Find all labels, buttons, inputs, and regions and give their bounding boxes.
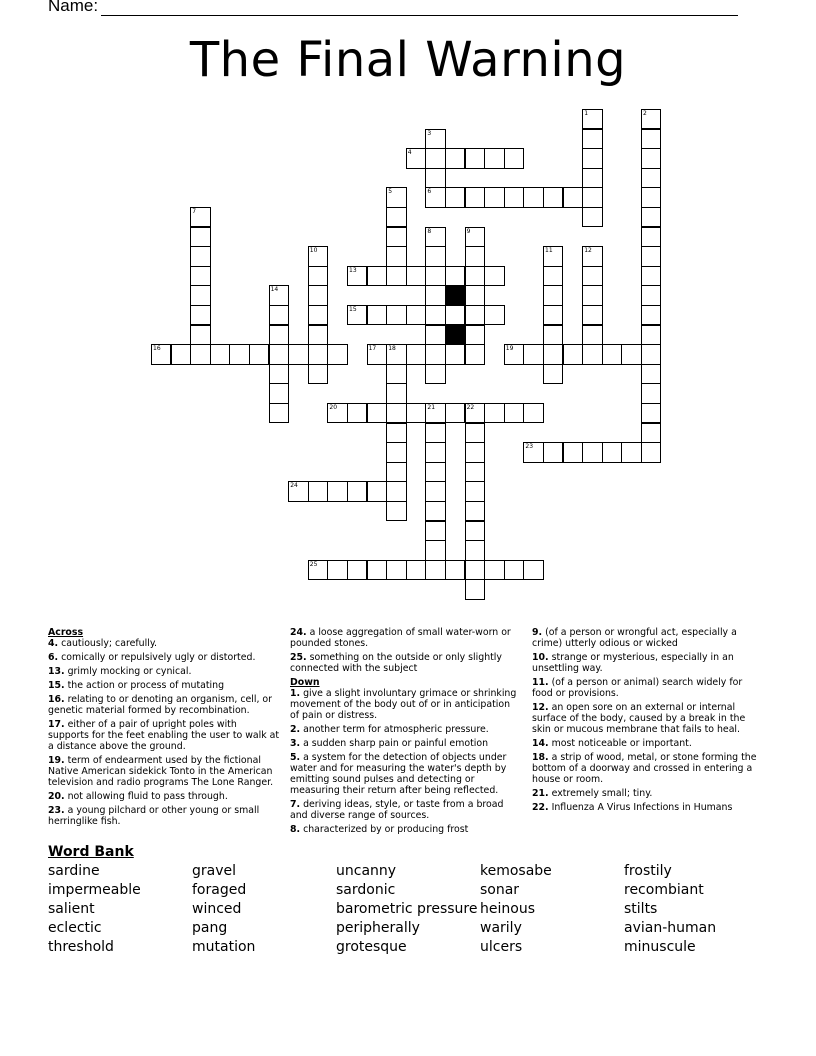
crossword-cell[interactable] (386, 442, 406, 462)
crossword-cell[interactable] (406, 403, 426, 423)
crossword-cell[interactable] (190, 325, 210, 345)
word-bank-item: ulcers (480, 939, 523, 955)
crossword-cell[interactable] (308, 560, 328, 580)
clue: 11. (of a person or animal) search widely for food or provisions. (532, 677, 743, 699)
clue-number: 2. (290, 723, 301, 735)
crossword-cell[interactable] (465, 227, 485, 247)
crossword-cell[interactable] (425, 227, 445, 247)
word-bank-item: avian-human (624, 920, 717, 936)
crossword-cell[interactable] (543, 325, 563, 345)
word-bank-item: threshold (48, 939, 114, 955)
crossword-cell[interactable] (347, 560, 367, 580)
crossword-cell[interactable] (465, 423, 485, 443)
crossword-cell[interactable] (641, 168, 661, 188)
word-bank-item: sardine (48, 863, 100, 879)
crossword-cell[interactable] (504, 344, 524, 364)
word-bank-column (48, 862, 141, 957)
crossword-cell[interactable] (621, 442, 641, 462)
crossword-cell[interactable] (308, 246, 328, 266)
clue-number-label: 24 (290, 482, 298, 490)
crossword-cell[interactable] (269, 305, 289, 325)
crossword-cell[interactable] (445, 403, 465, 423)
clues-column-3 (532, 628, 764, 817)
crossword-cell[interactable] (523, 442, 543, 462)
crossword-cell[interactable] (386, 501, 406, 521)
crossword-cell[interactable] (543, 364, 563, 384)
word-bank-title: Word Bank (48, 844, 134, 860)
crossword-cell[interactable] (445, 305, 465, 325)
word-bank-item: impermeable (48, 882, 141, 898)
clue: 14. most noticeable or important. (532, 737, 692, 749)
word-bank-item: winced (192, 901, 242, 917)
word-bank-item: sardonic (336, 882, 396, 898)
clue: 16. relating to or denoting an organism, cell, or genetic material formed by recombination. (48, 694, 273, 717)
crossword-cell[interactable] (445, 344, 465, 364)
clue-number: 8. (290, 823, 301, 835)
crossword-cell[interactable] (406, 344, 426, 364)
crossword-cell[interactable] (386, 344, 406, 364)
crossword-cell[interactable] (543, 442, 563, 462)
crossword-cell[interactable] (308, 285, 328, 305)
crossword-cell[interactable] (582, 168, 602, 188)
clue-number-label: 7 (192, 208, 197, 215)
clue: 4. cautiously; carefully. (48, 637, 158, 649)
crossword-cell[interactable] (543, 344, 563, 364)
crossword-cell[interactable] (190, 344, 210, 364)
crossword-cell[interactable] (465, 305, 485, 325)
crossword-cell[interactable] (602, 442, 622, 462)
crossword-cell[interactable] (543, 187, 563, 207)
crossword-cell[interactable] (563, 187, 583, 207)
crossword-cell[interactable] (465, 442, 485, 462)
word-bank-item: grotesque (336, 939, 407, 955)
crossword-cell[interactable] (641, 148, 661, 168)
crossword-cell[interactable] (425, 325, 445, 345)
crossword-cell[interactable] (249, 344, 269, 364)
clue-number-label: 25 (309, 560, 318, 568)
crossword-cell[interactable] (465, 579, 485, 599)
crossword-cell[interactable] (504, 560, 524, 580)
crossword-cell[interactable] (406, 148, 426, 168)
word-bank-item: recombiant (624, 882, 704, 898)
crossword-cell[interactable] (425, 266, 445, 286)
crossword-cell[interactable] (425, 501, 445, 521)
crossword-cell[interactable] (523, 403, 543, 423)
crossword-cell[interactable] (269, 383, 289, 403)
word-bank-column (192, 862, 255, 957)
word-bank-item: frostily (624, 863, 672, 879)
crossword-cell[interactable] (425, 481, 445, 501)
crossword-cell[interactable] (641, 383, 661, 403)
crossword-cell[interactable] (425, 560, 445, 580)
crossword-cell[interactable] (582, 109, 602, 129)
crossword-cell[interactable] (582, 442, 602, 462)
crossword-cell[interactable] (563, 442, 583, 462)
word-bank-item: sonar (480, 882, 520, 898)
crossword-cell[interactable] (602, 344, 622, 364)
clue-number: 14. (532, 737, 549, 749)
clue-number: 7. (290, 798, 301, 810)
crossword-cell[interactable] (367, 266, 387, 286)
crossword-cell[interactable] (641, 187, 661, 207)
crossword-cell[interactable] (484, 403, 504, 423)
crossword-cell[interactable] (425, 403, 445, 423)
word-bank-item: minuscule (624, 939, 696, 955)
clue: 20. not allowing fluid to pass through. (48, 791, 228, 803)
clue: 6. comically or repulsively ugly or distorted. (48, 652, 256, 663)
crossword-cell[interactable] (484, 148, 504, 168)
word-bank-item: gravel (192, 863, 237, 879)
crossword-cell[interactable] (386, 560, 406, 580)
clue-number-label: 23 (525, 443, 534, 451)
clue-number-label: 2 (643, 110, 647, 117)
crossword-cell[interactable] (190, 246, 210, 266)
word-bank-item: mutation (192, 939, 256, 955)
crossword-cell[interactable] (347, 481, 367, 501)
word-bank-item: foraged (192, 882, 247, 898)
clue-number-label: 18 (388, 345, 396, 353)
word-bank-item: heinous (480, 901, 535, 917)
crossword-cell[interactable] (308, 266, 328, 286)
crossword-cell[interactable] (386, 462, 406, 482)
crossword-cell[interactable] (229, 344, 249, 364)
clue-number: 19. (48, 755, 65, 767)
clue: 13. grimly mocking or cynical. (48, 666, 192, 678)
clue-number: 23. (48, 805, 65, 817)
crossword-cell[interactable] (641, 285, 661, 305)
clue: 8. characterized by or producing frost (290, 823, 469, 835)
crossword-cell[interactable] (582, 187, 602, 207)
crossword-cell[interactable] (425, 187, 445, 207)
clue-number: 11. (532, 677, 549, 688)
crossword-cell[interactable] (504, 403, 524, 423)
crossword-cell[interactable] (190, 285, 210, 305)
crossword-cell[interactable] (425, 423, 445, 443)
clue-section-heading: Across (48, 627, 84, 638)
clue-number: 6. (48, 652, 59, 663)
crossword-cell[interactable] (465, 560, 485, 580)
clues-column-1 (48, 628, 280, 831)
crossword-cell[interactable] (386, 227, 406, 247)
crossword-cell[interactable] (425, 305, 445, 325)
crossword-cell[interactable] (621, 344, 641, 364)
crossword-cell[interactable] (190, 266, 210, 286)
clue: 10. strange or mysterious, especially in an unsettling way. (532, 652, 734, 674)
word-bank-item: stilts (624, 901, 658, 917)
crossword-cell[interactable] (327, 560, 347, 580)
clue: 18. a strip of wood, metal, or stone forming the bottom of a doorway and crossed in entering a house or room. (532, 752, 757, 785)
clue-number-label: 12 (584, 247, 592, 255)
crossword-cell[interactable] (386, 207, 406, 227)
clue-number-label: 14 (270, 286, 279, 294)
crossword-cell[interactable] (641, 246, 661, 266)
crossword-cell[interactable] (425, 168, 445, 188)
crossword-cell[interactable] (641, 442, 661, 462)
clue-number-label: 19 (505, 345, 514, 353)
crossword-cell[interactable] (484, 266, 504, 286)
clue: 9. (of a person or wrongful act, especially a crime) utterly odious or wicked (532, 627, 737, 649)
word-bank-column (336, 862, 477, 957)
crossword-cell[interactable] (425, 540, 445, 560)
crossword-cell[interactable] (269, 344, 289, 364)
clue-number: 13. (48, 666, 65, 678)
clue-number-label: 8 (427, 227, 432, 235)
black-cell (445, 285, 465, 305)
crossword-cell[interactable] (308, 481, 328, 501)
clue-number-label: 15 (349, 306, 357, 313)
crossword-cell[interactable] (465, 148, 485, 168)
crossword-cell[interactable] (288, 481, 308, 501)
crossword-cell[interactable] (641, 403, 661, 423)
clue-number-label: 9 (466, 227, 471, 235)
crossword-cell[interactable] (465, 325, 485, 345)
crossword-cell[interactable] (386, 266, 406, 286)
crossword-cell[interactable] (465, 344, 485, 364)
crossword-cell[interactable] (190, 207, 210, 227)
crossword-cell[interactable] (425, 246, 445, 266)
clue-number-label: 22 (466, 404, 475, 411)
clue: 7. deriving ideas, style, or taste from a broad and diverse range of sources. (290, 798, 504, 821)
clue-number: 25. (290, 652, 307, 663)
crossword-cell[interactable] (367, 344, 387, 364)
clue-number-label: 21 (427, 404, 436, 411)
crossword-cell[interactable] (641, 364, 661, 384)
crossword-cell[interactable] (484, 305, 504, 325)
clue-number: 10. (532, 652, 549, 663)
crossword-cell[interactable] (386, 481, 406, 501)
clue: 12. an open sore on an external or internal surface of the body, caused by a break in the skin or mucous membrane that fails to heal. (532, 702, 746, 735)
crossword-cell[interactable] (582, 305, 602, 325)
crossword-cell[interactable] (563, 344, 583, 364)
crossword-cell[interactable] (543, 285, 563, 305)
crossword-cell[interactable] (445, 187, 465, 207)
clue-section-heading: Down (290, 677, 320, 688)
crossword-cell[interactable] (465, 266, 485, 286)
crossword-cell[interactable] (425, 462, 445, 482)
clue: 19. term of endearment used by the fictional Native American sidekick Tonto in the American television and radio programs The Lone Ranger. (48, 755, 274, 788)
crossword-cell[interactable] (641, 109, 661, 129)
crossword-cell[interactable] (347, 403, 367, 423)
clue-number-label: 16 (153, 345, 161, 353)
crossword-cell[interactable] (269, 325, 289, 345)
crossword-cell[interactable] (406, 305, 426, 325)
crossword-cell[interactable] (327, 344, 347, 364)
clue-number: 15. (48, 680, 65, 692)
crossword-cell[interactable] (386, 246, 406, 266)
crossword-cell[interactable] (425, 442, 445, 462)
crossword-cell[interactable] (445, 148, 465, 168)
crossword-cell[interactable] (465, 187, 485, 207)
crossword-cell[interactable] (523, 560, 543, 580)
crossword-cell[interactable] (582, 325, 602, 345)
crossword-cell[interactable] (641, 227, 661, 247)
black-cell (445, 325, 465, 345)
crossword-cell[interactable] (445, 560, 465, 580)
clue-number-label: 3 (427, 129, 432, 137)
clue-number-label: 5 (388, 188, 393, 196)
crossword-cell[interactable] (582, 246, 602, 266)
clue: 21. extremely small; tiny. (532, 787, 653, 799)
crossword-cell[interactable] (582, 148, 602, 168)
puzzle-title: The Final Warning (189, 32, 627, 88)
clue-number-label: 11 (545, 247, 553, 255)
crossword-cell[interactable] (269, 403, 289, 423)
crossword-cell[interactable] (367, 305, 387, 325)
clue: 22. Influenza A Virus Infections in Humans (532, 802, 733, 813)
crossword-cell[interactable] (543, 246, 563, 266)
crossword-cell[interactable] (367, 560, 387, 580)
crossword-cell[interactable] (210, 344, 230, 364)
crossword-cell[interactable] (386, 187, 406, 207)
crossword-cell[interactable] (327, 481, 347, 501)
clue-number: 5. (290, 752, 301, 763)
crossword-cell[interactable] (367, 403, 387, 423)
clue-number: 9. (532, 627, 543, 638)
clue-number-label: 6 (427, 188, 432, 196)
clue-number: 3. (290, 737, 301, 749)
crossword-cell[interactable] (641, 305, 661, 325)
crossword-cell[interactable] (386, 383, 406, 403)
crossword-cell[interactable] (465, 481, 485, 501)
crossword-cell[interactable] (386, 305, 406, 325)
crossword-cell[interactable] (347, 305, 367, 325)
clue-number-label: 17 (368, 345, 377, 353)
crossword-cell[interactable] (445, 266, 465, 286)
clue: 3. a sudden sharp pain or painful emotion (290, 737, 489, 749)
crossword-cell[interactable] (504, 148, 524, 168)
crossword-cell[interactable] (641, 207, 661, 227)
crossword-cell[interactable] (523, 187, 543, 207)
crossword-cell[interactable] (582, 344, 602, 364)
clue-number: 22. (532, 802, 549, 813)
clue: 5. a system for the detection of objects under water and for measuring the water's depth by emitting sound pulses and detecting or measuring their return after being reflected. (290, 752, 507, 796)
clue-number-label: 1 (584, 110, 589, 117)
crossword-cell[interactable] (269, 285, 289, 305)
clue: 23. a young pilchard or other young or small herringlike fish. (48, 805, 260, 828)
crossword-cell[interactable] (308, 344, 328, 364)
crossword-cell[interactable] (465, 462, 485, 482)
name-label: Name: (48, 0, 99, 15)
crossword-cell[interactable] (308, 325, 328, 345)
crossword-cell[interactable] (406, 266, 426, 286)
word-bank-item: eclectic (48, 920, 102, 936)
word-bank-item: salient (48, 901, 95, 917)
word-bank-item: peripherally (336, 920, 420, 936)
clue-number: 21. (532, 787, 549, 799)
crossword-cell[interactable] (582, 129, 602, 149)
crossword-cell[interactable] (386, 364, 406, 384)
clue: 1. give a slight involuntary grimace or shrinking movement of the body out of or in anticipation of pain or distress. (290, 687, 517, 721)
word-bank-item: warily (480, 920, 522, 936)
clue-number: 20. (48, 791, 65, 803)
crossword-cell[interactable] (425, 344, 445, 364)
clue-number: 1. (290, 687, 301, 699)
crossword-cell[interactable] (543, 266, 563, 286)
crossword-cell[interactable] (465, 501, 485, 521)
crossword-cell[interactable] (641, 266, 661, 286)
crossword-cell[interactable] (582, 266, 602, 286)
crossword-cell[interactable] (425, 148, 445, 168)
crossword-cell[interactable] (347, 266, 367, 286)
crossword-cell[interactable] (425, 285, 445, 305)
crossword-cell[interactable] (504, 187, 524, 207)
clue-number-label: 13 (349, 266, 357, 274)
crossword-cell[interactable] (582, 285, 602, 305)
clue: 2. another term for atmospheric pressure. (290, 723, 489, 735)
clue-number: 4. (48, 637, 59, 649)
clue-number: 18. (532, 752, 549, 763)
word-bank-column (624, 862, 716, 957)
word-bank-item: kemosabe (480, 863, 552, 879)
clue-number: 16. (48, 694, 65, 706)
crossword-cell[interactable] (465, 285, 485, 305)
crossword-cell[interactable] (308, 305, 328, 325)
crossword-cell[interactable] (465, 403, 485, 423)
clues-column-2 (290, 628, 522, 839)
crossword-cell[interactable] (484, 560, 504, 580)
crossword-cell[interactable] (367, 481, 387, 501)
crossword-cell[interactable] (523, 344, 543, 364)
crossword-cell[interactable] (425, 521, 445, 541)
crossword-cell[interactable] (190, 227, 210, 247)
word-bank-item: uncanny (336, 863, 397, 879)
crossword-cell[interactable] (327, 403, 347, 423)
crossword-cell[interactable] (641, 344, 661, 364)
clue-number: 12. (532, 702, 549, 713)
crossword-cell[interactable] (386, 403, 406, 423)
crossword-cell[interactable] (543, 305, 563, 325)
crossword-cell[interactable] (465, 521, 485, 541)
crossword-cell[interactable] (465, 246, 485, 266)
word-bank-item: barometric pressure (336, 901, 478, 917)
clue-number-label: 20 (329, 404, 338, 411)
crossword-cell[interactable] (308, 364, 328, 384)
crossword-cell[interactable] (288, 344, 308, 364)
crossword-cell[interactable] (386, 423, 406, 443)
word-bank-item: pang (192, 920, 228, 936)
crossword-cell[interactable] (171, 344, 191, 364)
crossword-cell[interactable] (425, 364, 445, 384)
crossword-cell[interactable] (641, 129, 661, 149)
crossword-cell[interactable] (641, 423, 661, 443)
crossword-cell[interactable] (269, 364, 289, 384)
word-bank-column (480, 862, 552, 957)
crossword-cell[interactable] (151, 344, 171, 364)
clue: 25. something on the outside or only slightly connected with the subject (290, 652, 502, 674)
crossword-cell[interactable] (190, 305, 210, 325)
crossword-cell[interactable] (425, 129, 445, 149)
clue: 17. either of a pair of upright poles with supports for the feet enabling the user to walk at a distance above the ground. (48, 719, 280, 753)
clue-number-label: 4 (407, 149, 412, 157)
crossword-cell[interactable] (582, 207, 602, 227)
crossword-cell[interactable] (465, 540, 485, 560)
clue: 24. a loose aggregation of small water-worn or pounded stones. (290, 627, 511, 649)
clue-number: 24. (290, 627, 307, 638)
crossword-cell[interactable] (641, 325, 661, 345)
clue-number: 17. (48, 719, 65, 731)
clue: 15. the action or process of mutating (48, 680, 225, 692)
crossword-cell[interactable] (484, 187, 504, 207)
crossword-cell[interactable] (406, 560, 426, 580)
clue-number-label: 10 (309, 247, 318, 255)
